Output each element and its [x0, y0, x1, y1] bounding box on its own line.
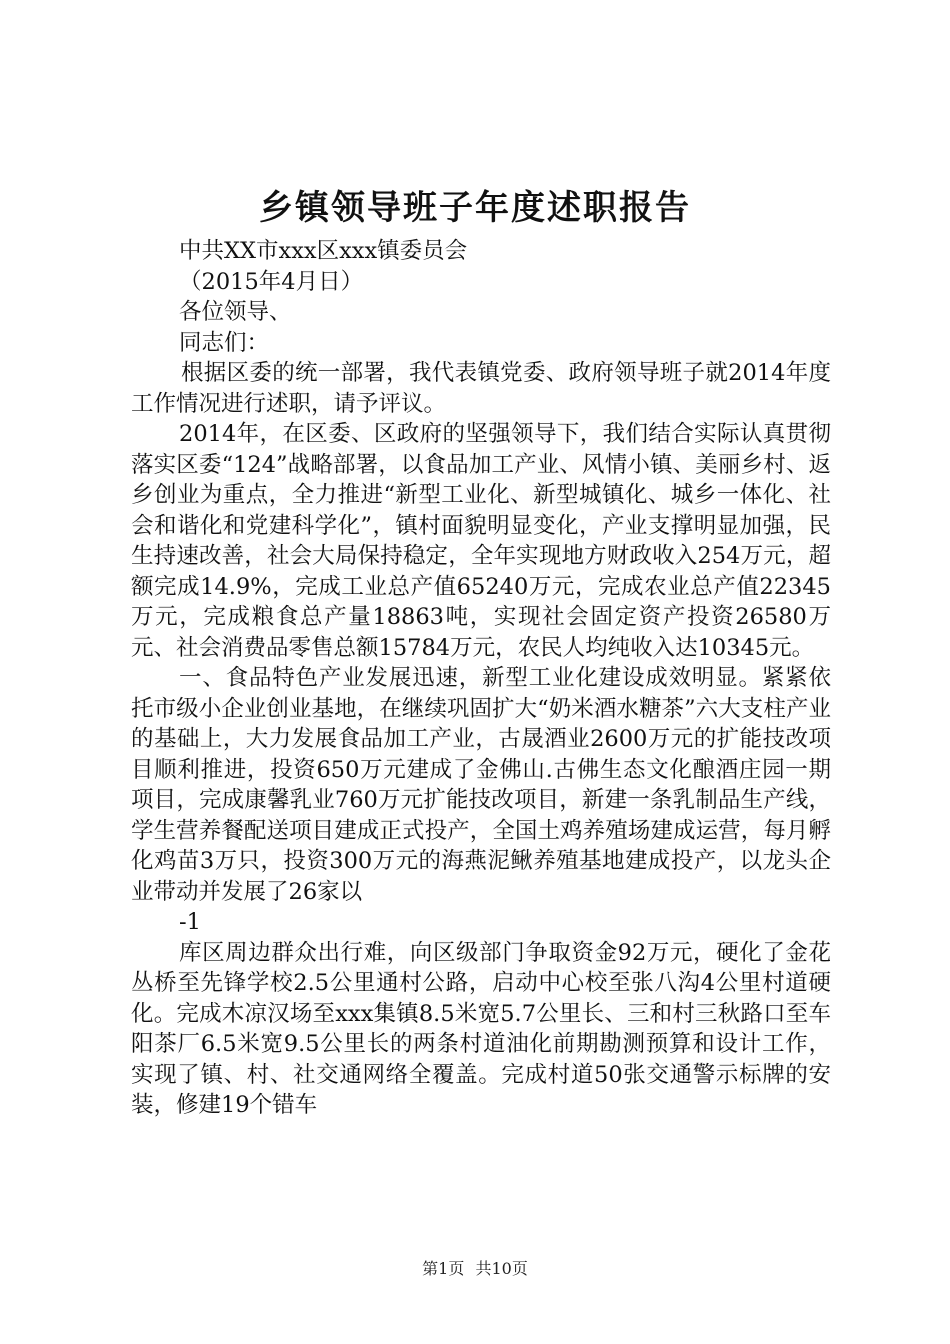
date-line: （2015年4月日） — [179, 268, 364, 295]
salutation-line: 同志们： — [179, 329, 270, 356]
paragraph: 库区周边群众出行难，向区级部门争取资金92万元，硬化了金花丛桥至先锋学校2.5公里通村公路，启动中心校至张八沟4公里村道硬化。完成木凉汉场至xxx集镇8.5米宽5.7公里长、三和村三秋路口至车阳茶厂6.5米宽9.5公里长的两条村道油化前期勘测预算和设计工作，实现了镇、村、社交通网络全覆盖。完成村道50张交通警示标牌的安装，修建19个错车 — [131, 939, 831, 1118]
paragraph: 根据区委的统一部署，我代表镇党委、政府领导班子就2014年度工作情况进行述职，请予评议。 — [131, 360, 831, 417]
paragraph: 一、食品特色产业发展迅速，新型工业化建设成效明显。紧紧依托市级小企业创业基地，在继续巩固扩大“奶米酒水糖茶”六大支柱产业的基础上，大力发展食品加工产业，古晟酒业2600万元的扩能技改项目顺利推进，投资650万元建成了金佛山.古佛生态文化酿酒庄园一期项目，完成康馨乳业760万元扩能技改项目，新建一条乳制品生产线，学生营养餐配送项目建成正式投产，全国土鸡养殖场建成运营，每月孵化鸡苗3万只，投资300万元的海燕泥鳅养殖基地建成投产，以龙头企业带动并发展了26家以 — [131, 665, 831, 905]
salutation-line: 各位领导、 — [179, 299, 292, 325]
page-number: 第1页 — [422, 1259, 465, 1278]
page-marker: -1 — [179, 909, 201, 935]
document-title: 乡镇领导班子年度述职报告 — [259, 188, 691, 228]
document-body — [131, 236, 831, 1121]
page-total: 共10页 — [475, 1259, 528, 1278]
paragraph: 2014年，在区委、区政府的坚强领导下，我们结合实际认真贯彻落实区委“124”战略部署，以食品加工产业、风情小镇、美丽乡村、返乡创业为重点，全力推进“新型工业化、新型城镇化、城乡一体化、社会和谐化和党建科学化”，镇村面貌明显变化，产业支撑明显加强，民生持速改善，社会大局保持稳定，全年实现地方财政收入254万元，超额完成14.9%，完成工业总产值65240万元，完成农业总产值22345万元，完成粮食总产量18863吨，实现社会固定资产投资26580万元、社会消费品零售总额15784万元，农民人均纯收入达10345元。 — [131, 421, 831, 661]
page-footer — [0, 1256, 950, 1279]
org-line: 中共XX市xxx区xxx镇委员会 — [179, 238, 468, 264]
